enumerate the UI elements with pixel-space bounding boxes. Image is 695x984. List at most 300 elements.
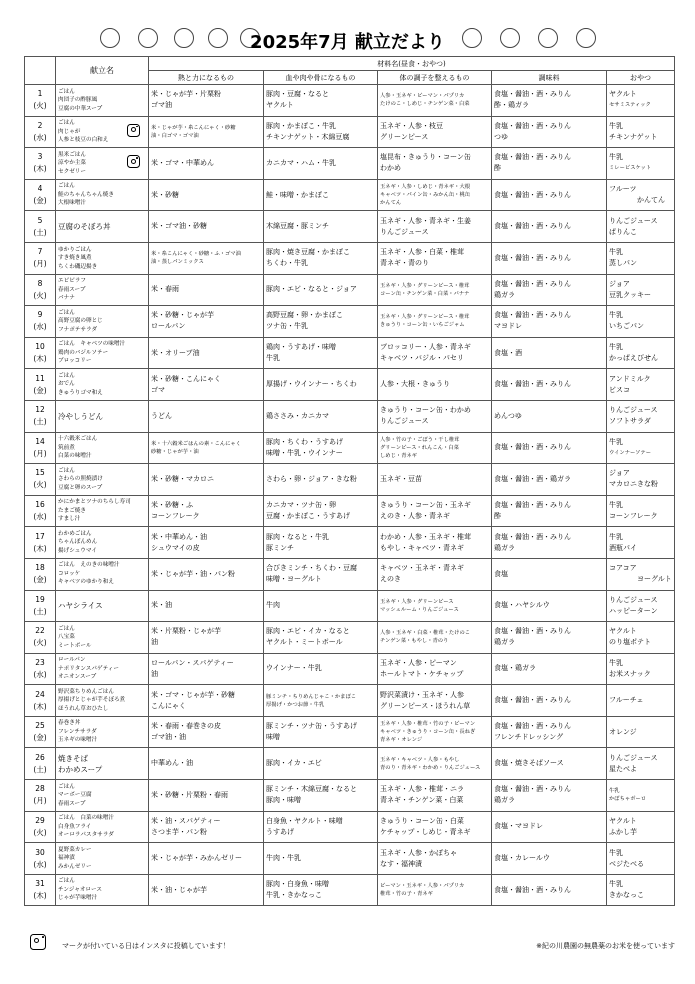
seasoning-cell: めんつゆ [492, 400, 607, 432]
body-cell: きゅうり・コーン缶・白菜 ケチャップ・しめじ・青ネギ [378, 811, 492, 843]
weekday: (木) [33, 543, 47, 553]
menu-name-text: ロールパン ナポリタンスパゲティー オニオンスープ [58, 657, 119, 681]
table-row [25, 527, 675, 559]
menu-name-cell [56, 685, 149, 717]
menu-name-cell [56, 211, 149, 243]
day-cell [25, 495, 56, 527]
day-number: 29 [35, 815, 45, 825]
blood-cell: 豚肉・エビ・イカ・なると ヤクルト・ミートボール [264, 622, 378, 654]
menu-name-text: ごはん マーボー豆腐 春雨スープ [58, 783, 92, 807]
blood-cell: 高野豆腐・卵・かまぼこ ツナ缶・牛乳 [264, 306, 378, 338]
weekday: (月) [33, 259, 47, 269]
table-row [25, 495, 675, 527]
weekday: (金) [33, 385, 47, 395]
weekday: (金) [33, 733, 47, 743]
day-cell [25, 716, 56, 748]
day-number: 12 [35, 405, 45, 415]
seasoning-cell: 食塩・醤油・酒・みりん つゆ [492, 116, 607, 148]
body-cell: きゅうり・コーン缶・玉ネギ えのき・人参・青ネギ [378, 495, 492, 527]
heat-cell: 米・油 [149, 590, 264, 622]
day-number: 25 [35, 721, 45, 731]
table-row [25, 242, 675, 274]
body-cell: 玉ネギ・人参・グリーンピース マッシュルーム・りんごジュース [378, 590, 492, 622]
day-cell [25, 685, 56, 717]
day-cell [25, 780, 56, 812]
blood-cell: 豚ミンチ・ちりめんじゃこ・かまぼこ 厚揚げ・かつお節・牛乳 [264, 685, 378, 717]
menu-name-text: ごはん 八宝菜 ミートボール [58, 625, 92, 649]
snack-cell [607, 148, 675, 180]
menu-name-text: ごはん キャベツの味噌汁 鶏肉のバジルソテー ブロッコリー [58, 341, 126, 365]
table-row [25, 369, 675, 401]
menu-name-cell [56, 306, 149, 338]
weekday: (水) [33, 859, 47, 869]
bowl-icon [500, 28, 520, 48]
body-cell: 玉ネギ・人参・ピーマン ホールトマト・ケチャップ [378, 653, 492, 685]
blood-cell: さわら・卵・ジョア・きな粉 [264, 464, 378, 496]
day-number: 15 [35, 468, 45, 478]
blood-cell: 牛肉・牛乳 [264, 843, 378, 875]
menu-name-text: ごはん 高野豆腐の卵とじ フナポテサラダ [58, 309, 103, 333]
body-cell: ピーマン・玉ネギ・人参・パプリカ 椎茸・竹の子・青ネギ [378, 874, 492, 906]
menu-name-cell [56, 116, 149, 148]
day-number: 17 [35, 531, 45, 541]
menu-name-text: ごはん 白菜の味噌汁 白身魚フライ オーロラパスタサラダ [58, 815, 114, 839]
menu-name-text: 焼きそば わかめスープ [58, 753, 103, 774]
menu-name-text: 十六穀米ごはん 筑前煮 白菜の味噌汁 [58, 436, 98, 460]
body-cell: 玉ネギ・人参・青ネギ・生姜 りんごジュース [378, 211, 492, 243]
seasoning-cell: 食塩・カレールウ [492, 843, 607, 875]
blood-cell: 牛肉 [264, 590, 378, 622]
body-cell: わかめ・人参・玉ネギ・椎茸 もやし・キャベツ・青ネギ [378, 527, 492, 559]
snack-cell: 牛乳 コーンフレーク [607, 495, 675, 527]
day-cell [25, 148, 56, 180]
basket-icon [538, 28, 558, 48]
seasoning-cell: 食塩・醤油・酒・みりん [492, 685, 607, 717]
table-row [25, 874, 675, 906]
table-row [25, 622, 675, 654]
seasoning-cell: 食塩・醤油・酒・みりん 酢 [492, 148, 607, 180]
menu-name-text: 豆腐のそぼろ丼 [58, 222, 111, 232]
blood-cell: 鶏ささみ・カニカマ [264, 400, 378, 432]
snack-cell: 牛乳 きかなっこ [607, 874, 675, 906]
snack-cell: りんごジュース ハッピーターン [607, 590, 675, 622]
instagram-icon [30, 934, 46, 950]
menu-name-cell [56, 780, 149, 812]
day-number: 22 [35, 626, 45, 636]
day-cell [25, 242, 56, 274]
blood-cell: ウインナー・牛乳 [264, 653, 378, 685]
heat-cell: 米・油・じゃが芋 [149, 874, 264, 906]
day-cell [25, 306, 56, 338]
table-row [25, 211, 675, 243]
table-row [25, 432, 675, 464]
weekday: (水) [33, 512, 47, 522]
day-number: 18 [35, 563, 45, 573]
table-row [25, 464, 675, 496]
day-number: 19 [35, 594, 45, 604]
snack-line: セサミスティック [609, 102, 651, 109]
blood-cell: 鶏肉・うすあげ・味噌 牛乳 [264, 337, 378, 369]
cook-girl-icon [576, 28, 596, 48]
header-snack: おやつ [607, 71, 675, 85]
table-row [25, 306, 675, 338]
weekday: (土) [33, 764, 47, 774]
snack-cell: コアコア ヨーグルト [607, 558, 675, 590]
menu-name-text: ハヤシライス [58, 601, 103, 611]
menu-name-text: 春巻き丼 フレンチサラダ 玉ネギの味噌汁 [58, 720, 98, 744]
seasoning-cell: 食塩・醤油・酒・みりん [492, 242, 607, 274]
menu-name-cell [56, 527, 149, 559]
blood-cell: 豚肉・イカ・エビ [264, 748, 378, 780]
weekday: (木) [33, 354, 47, 364]
weekday: (木) [33, 701, 47, 711]
menu-name-text: ごはん 肉じゃが 人参と枝豆の白和え [58, 120, 109, 144]
body-cell: 玉ネギ・人参・椎茸・ニラ 青ネギ・チンゲン菜・白菜 [378, 780, 492, 812]
heat-cell: 米・じゃが芋・みかんゼリー [149, 843, 264, 875]
footer-note-instagram: マークが付いている日はインスタに投稿しています！ [62, 942, 230, 950]
menu-name-text: 冷やしうどん [58, 411, 103, 421]
weekday: (金) [33, 196, 47, 206]
weekday: (火) [33, 638, 47, 648]
seasoning-cell: 食塩・醤油・酒・みりん 酢 [492, 495, 607, 527]
heat-cell: 米・春雨 [149, 274, 264, 306]
seasoning-cell: 食塩・醤油・酒・みりん [492, 432, 607, 464]
day-number: 5 [37, 215, 43, 225]
heat-cell: 米・砂糖 [149, 179, 264, 211]
menu-name-text: 野沢菜ちりめんごはん 厚揚げとじゃが芋そぼろ煮 ほうれん草おひたし [58, 688, 126, 712]
blood-cell: 豚肉・白身魚・味噌 牛乳・きかなっこ [264, 874, 378, 906]
menu-table [24, 56, 675, 906]
seasoning-cell: 食塩・醤油・酒・みりん [492, 179, 607, 211]
menu-name-cell [56, 400, 149, 432]
heat-cell: 米・砂糖・こんにゃく ゴマ [149, 369, 264, 401]
body-cell: 玉ネギ・人参・かぼちゃ なす・福神漬 [378, 843, 492, 875]
menu-name-cell [56, 85, 149, 117]
snack-cell: ジョア マカロニきな粉 [607, 464, 675, 496]
menu-name-cell [56, 369, 149, 401]
body-cell: 野沢菜漬け・玉ネギ・人参 グリーンピース・ほうれん草 [378, 685, 492, 717]
day-cell [25, 211, 56, 243]
body-cell: キャベツ・玉ネギ・青ネギ えのき [378, 558, 492, 590]
day-number: 24 [35, 689, 45, 699]
weekday: (金) [33, 575, 47, 585]
body-cell: 人参・大根・きゅうり [378, 369, 492, 401]
snack-line: 牛乳 [609, 153, 623, 162]
snack-cell: フルーチェ [607, 685, 675, 717]
snack-cell: 牛乳 お米スナック [607, 653, 675, 685]
heat-cell: 米・じゃが芋・片栗粉 ゴマ油 [149, 85, 264, 117]
weekday: (火) [33, 480, 47, 490]
weekday: (火) [33, 827, 47, 837]
snack-cell: 牛乳 かっぱえびせん [607, 337, 675, 369]
table-row [25, 811, 675, 843]
instagram-icon [127, 155, 140, 168]
blood-cell: カニカマ・ハム・牛乳 [264, 148, 378, 180]
weekday: (木) [33, 164, 47, 174]
table-row [25, 653, 675, 685]
body-cell: 玉ネギ・人参・椎茸・竹の子・ピーマン キャベツ・きゅうり・コーン缶・長ねぎ 青ネギ・オレンジ [378, 716, 492, 748]
seasoning-cell: 食塩・焼きそばソース [492, 748, 607, 780]
heat-cell: 米・砂糖・片栗粉・春雨 [149, 780, 264, 812]
day-number: 23 [35, 657, 45, 667]
footer-note-rice: ※紀の川農園の無農薬のお米を使っています [536, 942, 675, 950]
body-cell: 人参・玉ネギ・ピーマン・パプリカ たけのこ・しめじ・チンゲン菜・白菜 [378, 85, 492, 117]
snack-cell: 牛乳 蒸しパン [607, 242, 675, 274]
menu-name-text: ごはん おでん きゅうりゴマ和え [58, 372, 103, 396]
snack-cell: りんごジュース ソフトサラダ [607, 400, 675, 432]
day-cell [25, 464, 56, 496]
snack-line: ミレービスケット [609, 165, 652, 172]
menu-name-text: ごはん 鮭のちゃんちゃん焼き 大根味噌汁 [58, 183, 114, 207]
day-number: 1 [37, 89, 43, 99]
heat-cell: 中華めん・油 [149, 748, 264, 780]
day-number: 2 [37, 120, 43, 130]
seasoning-cell: 食塩・醤油・酒・みりん 鶏ガラ [492, 274, 607, 306]
day-cell [25, 653, 56, 685]
day-number: 26 [35, 752, 45, 762]
weekday: (土) [33, 606, 47, 616]
seasoning-cell: 食塩・醤油・酒・みりん [492, 874, 607, 906]
weekday: (月) [33, 796, 47, 806]
heat-cell: 米・砂糖・ふ コーンフレーク [149, 495, 264, 527]
seasoning-cell: 食塩・醤油・酒・みりん 鶏ガラ [492, 780, 607, 812]
weekday: (水) [33, 322, 47, 332]
snack-cell: りんごジュース 星たべよ [607, 748, 675, 780]
snack-cell [607, 432, 675, 464]
day-cell [25, 116, 56, 148]
blood-cell: 豚肉・焼き豆腐・かまぼこ ちくわ・牛乳 [264, 242, 378, 274]
weekday: (土) [33, 417, 47, 427]
snack-cell: ジョア 豆乳クッキー [607, 274, 675, 306]
blood-cell: 白身魚・ヤクルト・味噌 うすあげ [264, 811, 378, 843]
menu-name-cell [56, 748, 149, 780]
snack-cell: ヤクルト のり塩ポテト [607, 622, 675, 654]
seasoning-cell: 食塩・ハヤシルウ [492, 590, 607, 622]
weekday: (火) [33, 290, 47, 300]
snack-line: ウインナーソテー [609, 449, 652, 456]
blood-cell: 合びきミンチ・ちくわ・豆腐 味噌・ヨーグルト [264, 558, 378, 590]
body-cell: ブロッコリー・人参・青ネギ キャベツ・バジル・パセリ [378, 337, 492, 369]
menu-name-cell [56, 179, 149, 211]
table-row [25, 148, 675, 180]
table-row [25, 400, 675, 432]
body-cell: 玉ネギ・人参・グリーンピース・椎茸 きゅうり・コーン缶・いちごジャム [378, 306, 492, 338]
snack-cell: オレンジ [607, 716, 675, 748]
table-row [25, 558, 675, 590]
day-cell [25, 527, 56, 559]
snack-cell: りんごジュース ぱりんこ [607, 211, 675, 243]
blood-cell: 豚肉・なると・牛乳 豚ミンチ [264, 527, 378, 559]
day-cell [25, 843, 56, 875]
heat-cell: 米・砂糖・じゃが芋 ロールパン [149, 306, 264, 338]
menu-name-cell [56, 432, 149, 464]
table-row [25, 780, 675, 812]
bottle-icon [462, 28, 482, 48]
body-cell: 玉ネギ・人参・白菜・椎茸 青ネギ・青のり [378, 242, 492, 274]
weekday: (水) [33, 669, 47, 679]
snack-cell: フルーツ かんてん [607, 179, 675, 211]
heat-cell: 米・糸こんにゃく・砂糖・ふ・ゴマ油 油・蒸しパンミックス [149, 242, 264, 274]
seasoning-cell: 食塩・醤油・酒・みりん [492, 211, 607, 243]
table-row [25, 85, 675, 117]
body-cell: 塩昆布・きゅうり・コーン缶 わかめ [378, 148, 492, 180]
header-menu: 献立名 [56, 57, 149, 85]
heat-cell: 米・じゃが芋・糸こんにゃく・砂糖 油・白ゴマ・ゴマ油 [149, 116, 264, 148]
day-cell [25, 337, 56, 369]
blood-cell: 豚ミンチ・ツナ缶・うすあげ 味噌 [264, 716, 378, 748]
menu-name-text: 黒米ごはん 涼やか主菜 セクゼリー [58, 151, 86, 175]
weekday: (木) [33, 891, 47, 901]
day-number: 9 [37, 310, 43, 320]
menu-name-cell [56, 337, 149, 369]
header-heat: 熱と力になるもの [149, 71, 264, 85]
seasoning-cell: 食塩・マヨドレ [492, 811, 607, 843]
menu-name-cell [56, 558, 149, 590]
instagram-icon [127, 124, 140, 137]
menu-name-cell [56, 274, 149, 306]
heat-cell: 米・十六穀米ごはんの素・こんにゃく 砂糖・じゃが芋・油 [149, 432, 264, 464]
snack-cell: 牛乳 いちごパン [607, 306, 675, 338]
day-cell [25, 400, 56, 432]
menu-name-text: ごはん えのきの味噌汁 コロッケ キャベツのゆかり和え [58, 562, 120, 586]
menu-name-text: ゆかりごはん すき焼き風煮 ちくわ磯辺揚き [58, 246, 98, 270]
body-cell: 玉ネギ・キャベツ・人参・もやし 青のり・青ネギ・わかめ・りんごジュース [378, 748, 492, 780]
body-cell: 玉ネギ・人参・グリーンピース・椎茸 コーン缶・チンゲン菜・白菜・バナナ [378, 274, 492, 306]
menu-name-text: エビピラフ 春雨スープ バナナ [58, 278, 86, 302]
body-cell: 玉ネギ・豆苗 [378, 464, 492, 496]
heat-cell: 米・春雨・春巻きの皮 ゴマ油・油 [149, 716, 264, 748]
seasoning-cell: 食塩・醤油・酒・みりん フレンチドレッシング [492, 716, 607, 748]
menu-name-text: わかめごはん ちゃんぽんめん 揚げシュウマイ [58, 530, 98, 554]
blood-cell: 木綿豆腐・豚ミンチ [264, 211, 378, 243]
day-cell [25, 179, 56, 211]
seasoning-cell: 食塩・醤油・酒・みりん 鶏ガラ [492, 622, 607, 654]
seasoning-cell: 食塩・醤油・酒・鶏ガラ [492, 464, 607, 496]
weekday: (土) [33, 227, 47, 237]
day-number: 28 [35, 784, 45, 794]
snack-cell: ヤクルト ふかし芋 [607, 811, 675, 843]
heat-cell: 米・オリーブ油 [149, 337, 264, 369]
blood-cell: 豚ミンチ・木綿豆腐・なると 豚肉・味噌 [264, 780, 378, 812]
snack-cell: 牛乳 ベジたべる [607, 843, 675, 875]
heat-cell: 米・油・スパゲティー さつま芋・パン粉 [149, 811, 264, 843]
body-cell: 玉ネギ・人参・枝豆 グリーンピース [378, 116, 492, 148]
table-row [25, 590, 675, 622]
table-row [25, 337, 675, 369]
footer [30, 934, 675, 952]
table-row [25, 716, 675, 748]
table-row [25, 116, 675, 148]
day-cell [25, 274, 56, 306]
menu-name-cell [56, 811, 149, 843]
day-number: 30 [35, 847, 45, 857]
blood-cell: 豚肉・エビ・なると・ジョア [264, 274, 378, 306]
day-cell [25, 622, 56, 654]
menu-name-cell [56, 464, 149, 496]
blood-cell: 豚肉・ちくわ・うすあげ 味噌・牛乳・ウインナー [264, 432, 378, 464]
snack-cell: 牛乳 酒瓶パイ [607, 527, 675, 559]
day-number: 3 [37, 152, 43, 162]
day-number: 8 [37, 278, 43, 288]
heat-cell: 米・砂糖・マカロニ [149, 464, 264, 496]
day-number: 7 [37, 247, 43, 257]
table-row [25, 274, 675, 306]
seasoning-cell: 食塩・醤油・酒・みりん マヨドレ [492, 306, 607, 338]
weekday: (月) [33, 448, 47, 458]
day-number: 14 [35, 436, 45, 446]
weekday: (水) [33, 132, 47, 142]
snack-line: 牛乳 [609, 437, 623, 446]
menu-name-cell [56, 716, 149, 748]
body-cell: 人参・玉ネギ・白菜・椎茸・たけのこ チンゲン菜・もやし・青のり [378, 622, 492, 654]
day-cell [25, 369, 56, 401]
menu-name-cell [56, 653, 149, 685]
page-title: 2025年7月 献立だより [250, 32, 445, 53]
heat-cell: 米・ゴマ油・砂糖 [149, 211, 264, 243]
heat-cell: 米・じゃが芋・油・パン粉 [149, 558, 264, 590]
day-number: 10 [35, 342, 45, 352]
menu-name-cell [56, 242, 149, 274]
menu-name-cell [56, 843, 149, 875]
heat-cell: 米・中華めん・油 シュウマイの皮 [149, 527, 264, 559]
snack-cell [607, 85, 675, 117]
menu-name-cell [56, 622, 149, 654]
table-row [25, 748, 675, 780]
heat-cell: うどん [149, 400, 264, 432]
weekday: (火) [33, 101, 47, 111]
snack-line: ヤクルト [609, 90, 637, 99]
day-cell [25, 590, 56, 622]
body-cell: 人参・竹の子・ごぼう・干し椎茸 グリーンピース・れんこん・白菜 しめじ・青ネギ [378, 432, 492, 464]
seasoning-cell: 食塩・醤油・酒・みりん 鶏ガラ [492, 527, 607, 559]
seasoning-cell: 食塩・醤油・酒・みりん [492, 369, 607, 401]
body-cell: 玉ネギ・人参・しめじ・青ネギ・大根 キャベツ・パイン缶・みかん缶・桃缶 かんてん [378, 179, 492, 211]
snack-cell: 牛乳 チキンナゲット [607, 116, 675, 148]
header-day [25, 57, 56, 85]
menu-name-text: かにかまとツナのちらし寿司 たまご焼き すまし汁 [58, 499, 131, 523]
blood-cell: 厚揚げ・ウインナー・ちくわ [264, 369, 378, 401]
seasoning-cell: 食塩 [492, 558, 607, 590]
day-number: 16 [35, 500, 45, 510]
seasoning-cell: 食塩・鶏ガラ [492, 653, 607, 685]
blood-cell: 豚肉・豆腐・なると ヤクルト [264, 85, 378, 117]
blood-cell: 豚肉・かまぼこ・牛乳 チキンナゲット・木綿豆腐 [264, 116, 378, 148]
heat-cell: 米・ゴマ・じゃが芋・砂糖 こんにゃく [149, 685, 264, 717]
header-body: 体の調子を整えるもの [378, 71, 492, 85]
menu-name-text: ごはん チンジャオロース じゃが芋味噌汁 [58, 878, 102, 902]
table-row [25, 179, 675, 211]
header-blood: 血や肉や骨になるもの [264, 71, 378, 85]
day-number: 11 [35, 373, 45, 383]
seasoning-cell: 食塩・醤油・酒・みりん 酢・鶏ガラ [492, 85, 607, 117]
blood-cell: カニカマ・ツナ缶・卵 豆腐・かまぼこ・うすあげ [264, 495, 378, 527]
heat-cell: ロールパン・スパゲティー 油 [149, 653, 264, 685]
header-seasoning: 調味料 [492, 71, 607, 85]
header-materials: 材料名(昼食・おやつ) [149, 57, 675, 71]
header [0, 26, 695, 58]
heat-cell: 米・片栗粉・じゃが芋 油 [149, 622, 264, 654]
heat-cell: 米・ゴマ・中華めん [149, 148, 264, 180]
day-number: 4 [37, 184, 43, 194]
menu-name-cell [56, 590, 149, 622]
menu-name-text: 夏野菜カレー 福神漬 みかんゼリー [58, 846, 92, 870]
table-row [25, 843, 675, 875]
blood-cell: 鮭・味噌・かまぼこ [264, 179, 378, 211]
seasoning-cell: 食塩・酒 [492, 337, 607, 369]
day-cell [25, 558, 56, 590]
day-cell [25, 432, 56, 464]
day-cell [25, 874, 56, 906]
